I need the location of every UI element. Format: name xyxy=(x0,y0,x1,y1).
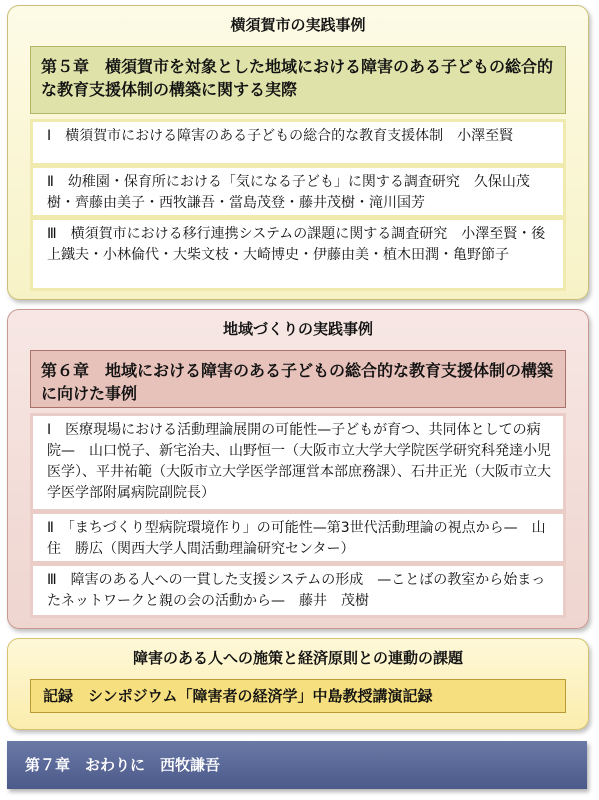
list-item: Ⅰ 横須賀市における障害のある子どもの総合的な教育支援体制 小澤至賢 xyxy=(30,119,566,166)
record-heading: 記録 シンポジウム「障害者の経済学」中島教授講演記録 xyxy=(30,679,566,713)
list-item: Ⅲ 横須賀市における移行連携システムの課題に関する調査研究 小澤至賢・後上鐵夫・小林倫代・大柴文枝・大崎博史・伊藤由美・植木田潤・亀野節子 xyxy=(30,217,566,291)
list-item: Ⅰ 医療現場における活動理論展開の可能性—子どもが育つ、共同体としての病院— 山口悦子、新宅治夫、山野恒一（大阪市立大学大学院医学研究科発達小児医学）、平井祐範（大阪市立大学医学部運営本部庶務課）、石井正光（大阪市立大学医学部附属病院副院長） xyxy=(30,413,566,512)
chapter-7-bar: 第７章 おわりに 西牧謙吾 xyxy=(7,741,587,789)
chapter-6-heading: 第６章 地域における障害のある子どもの総合的な教育支援体制の構築に向けた事例 xyxy=(30,350,566,408)
chapter-5-heading: 第５章 横須賀市を対象とした地域における障害のある子どもの総合的な教育支援体制の構築に関する実際 xyxy=(30,46,566,114)
section-economics xyxy=(7,638,589,730)
section-title: 障害のある人への施策と経済原則との連動の課題 xyxy=(132,649,463,667)
list-item: Ⅱ 幼稚園・保育所における「気になる子ども」に関する調査研究 久保山茂樹・齊藤由美子・西牧謙吾・當島茂登・藤井茂樹・滝川国芳 xyxy=(30,165,566,218)
list-item: Ⅱ 「まちづくり型病院環境作り」の可能性—第3世代活動理論の視点から— 山住 勝広（関西大学人間活動理論研究センター） xyxy=(30,511,566,564)
section-yokosuka xyxy=(7,5,589,300)
section-title: 地域づくりの実践事例 xyxy=(222,320,373,338)
section-community xyxy=(7,309,589,629)
list-item: Ⅲ 障害のある人への一貫した支援システムの形成 —ことばの教室から始まったネットワークと親の会の活動から— 藤井 茂樹 xyxy=(30,563,566,618)
section-title: 横須賀市の実践事例 xyxy=(230,16,366,34)
